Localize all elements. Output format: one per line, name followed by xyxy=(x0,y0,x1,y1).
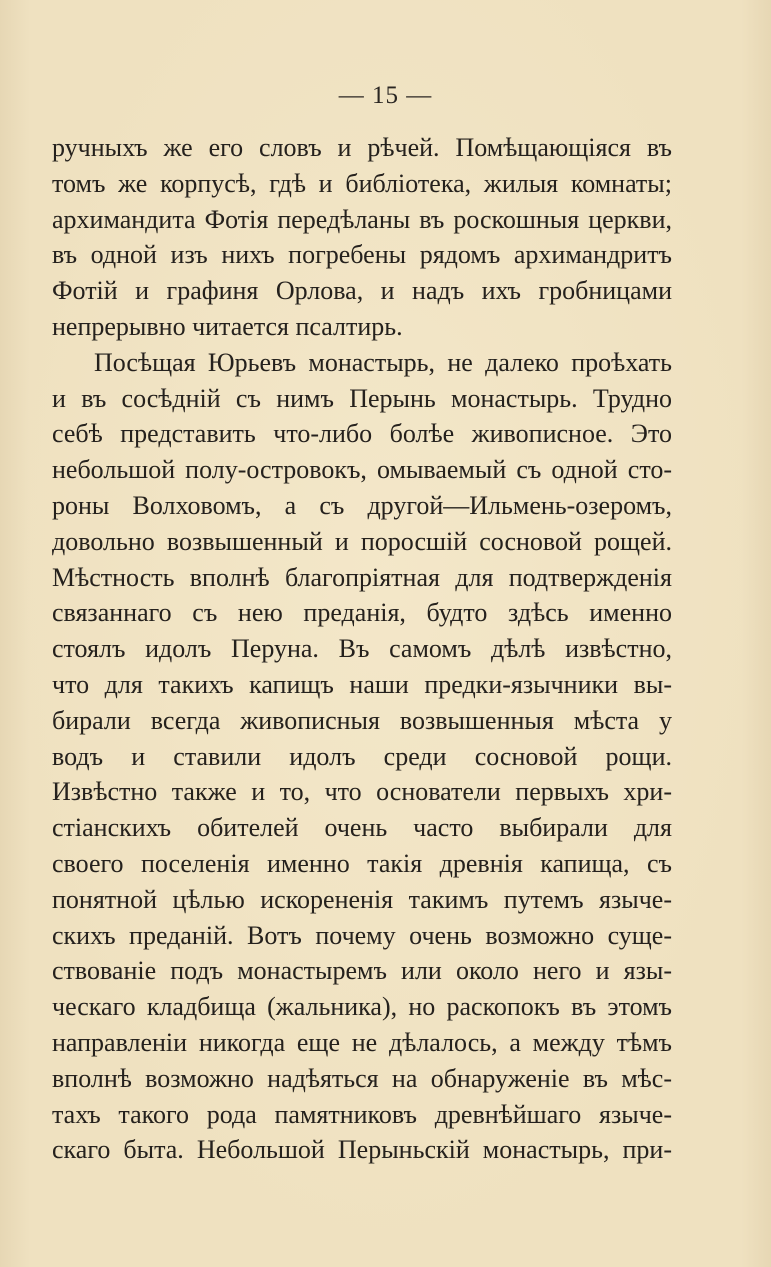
text-line: Мѣстность вполнѣ благопріятная для подтвержденія xyxy=(52,562,672,592)
text-line: скаго быта. Небольшой Перыньскій монастырь, при- xyxy=(52,1135,672,1165)
text-line: направленіи никогда еще не дѣлалось, а между тѣмъ xyxy=(52,1027,672,1057)
text-line: ческаго кладбища (жальника), но раскопокъ въ этомъ xyxy=(52,992,672,1022)
text-line: Посѣщая Юрьевъ монастырь, не далеко проѣхать xyxy=(94,347,672,377)
text-line: понятной цѣлью искорененія такимъ путемъ языче- xyxy=(52,884,672,914)
text-line: и въ сосѣдній съ нимъ Перынь монастырь. Трудно xyxy=(52,383,672,413)
text-line: бирали всегда живописныя возвышенныя мѣста у xyxy=(52,705,672,735)
text-line: водъ и ставили идолъ среди сосновой рощи. xyxy=(52,741,672,771)
text-line: скихъ преданій. Вотъ почему очень возможно суще- xyxy=(52,920,672,950)
text-line: непрерывно читается псалтирь. xyxy=(52,311,403,341)
text-line: довольно возвышенный и поросшій сосновой рощей. xyxy=(52,526,672,556)
text-line: вполнѣ возможно надѣяться на обнаруженіе въ мѣс- xyxy=(52,1063,672,1093)
text-line: тахъ такого рода памятниковъ древнѣйшаго языче- xyxy=(52,1099,672,1129)
text-line: ствованіе подъ монастыремъ или около него и язы- xyxy=(52,956,672,986)
text-line: въ одной изъ нихъ погребены рядомъ архимандритъ xyxy=(52,240,672,270)
page-number: — 15 — xyxy=(338,82,433,109)
text-line: связаннаго съ нею преданія, будто здѣсь именно xyxy=(52,598,672,628)
text-line: Фотій и графиня Орлова, и надъ ихъ гробницами xyxy=(52,276,672,306)
text-line: что для такихъ капищъ наши предки-язычники вы- xyxy=(52,669,672,699)
text-line: стоялъ идолъ Перуна. Въ самомъ дѣлѣ извѣстно, xyxy=(52,634,672,664)
text-line: архимандита Фотія передѣланы въ роскошныя церкви, xyxy=(52,204,672,234)
text-line: небольшой полу-островокъ, омываемый съ одной сто- xyxy=(52,455,672,485)
text-line: ручныхъ же его словъ и рѣчей. Помѣщающіяся въ xyxy=(52,133,672,162)
body-text xyxy=(52,130,672,1168)
text-line: томъ же корпусѣ, гдѣ и библіотека, жилыя комнаты; xyxy=(52,168,672,198)
text-line: своего поселенія именно такія древнія капища, съ xyxy=(52,848,672,878)
text-line: Извѣстно также и то, что основатели первыхъ хри- xyxy=(52,777,672,807)
text-line: стіанскихъ обителей очень часто выбирали для xyxy=(52,813,672,843)
text-line: себѣ представить что-либо болѣе живописное. Это xyxy=(52,419,672,449)
text-line: роны Волховомъ, а съ другой—Ильмень-озеромъ, xyxy=(52,490,672,520)
